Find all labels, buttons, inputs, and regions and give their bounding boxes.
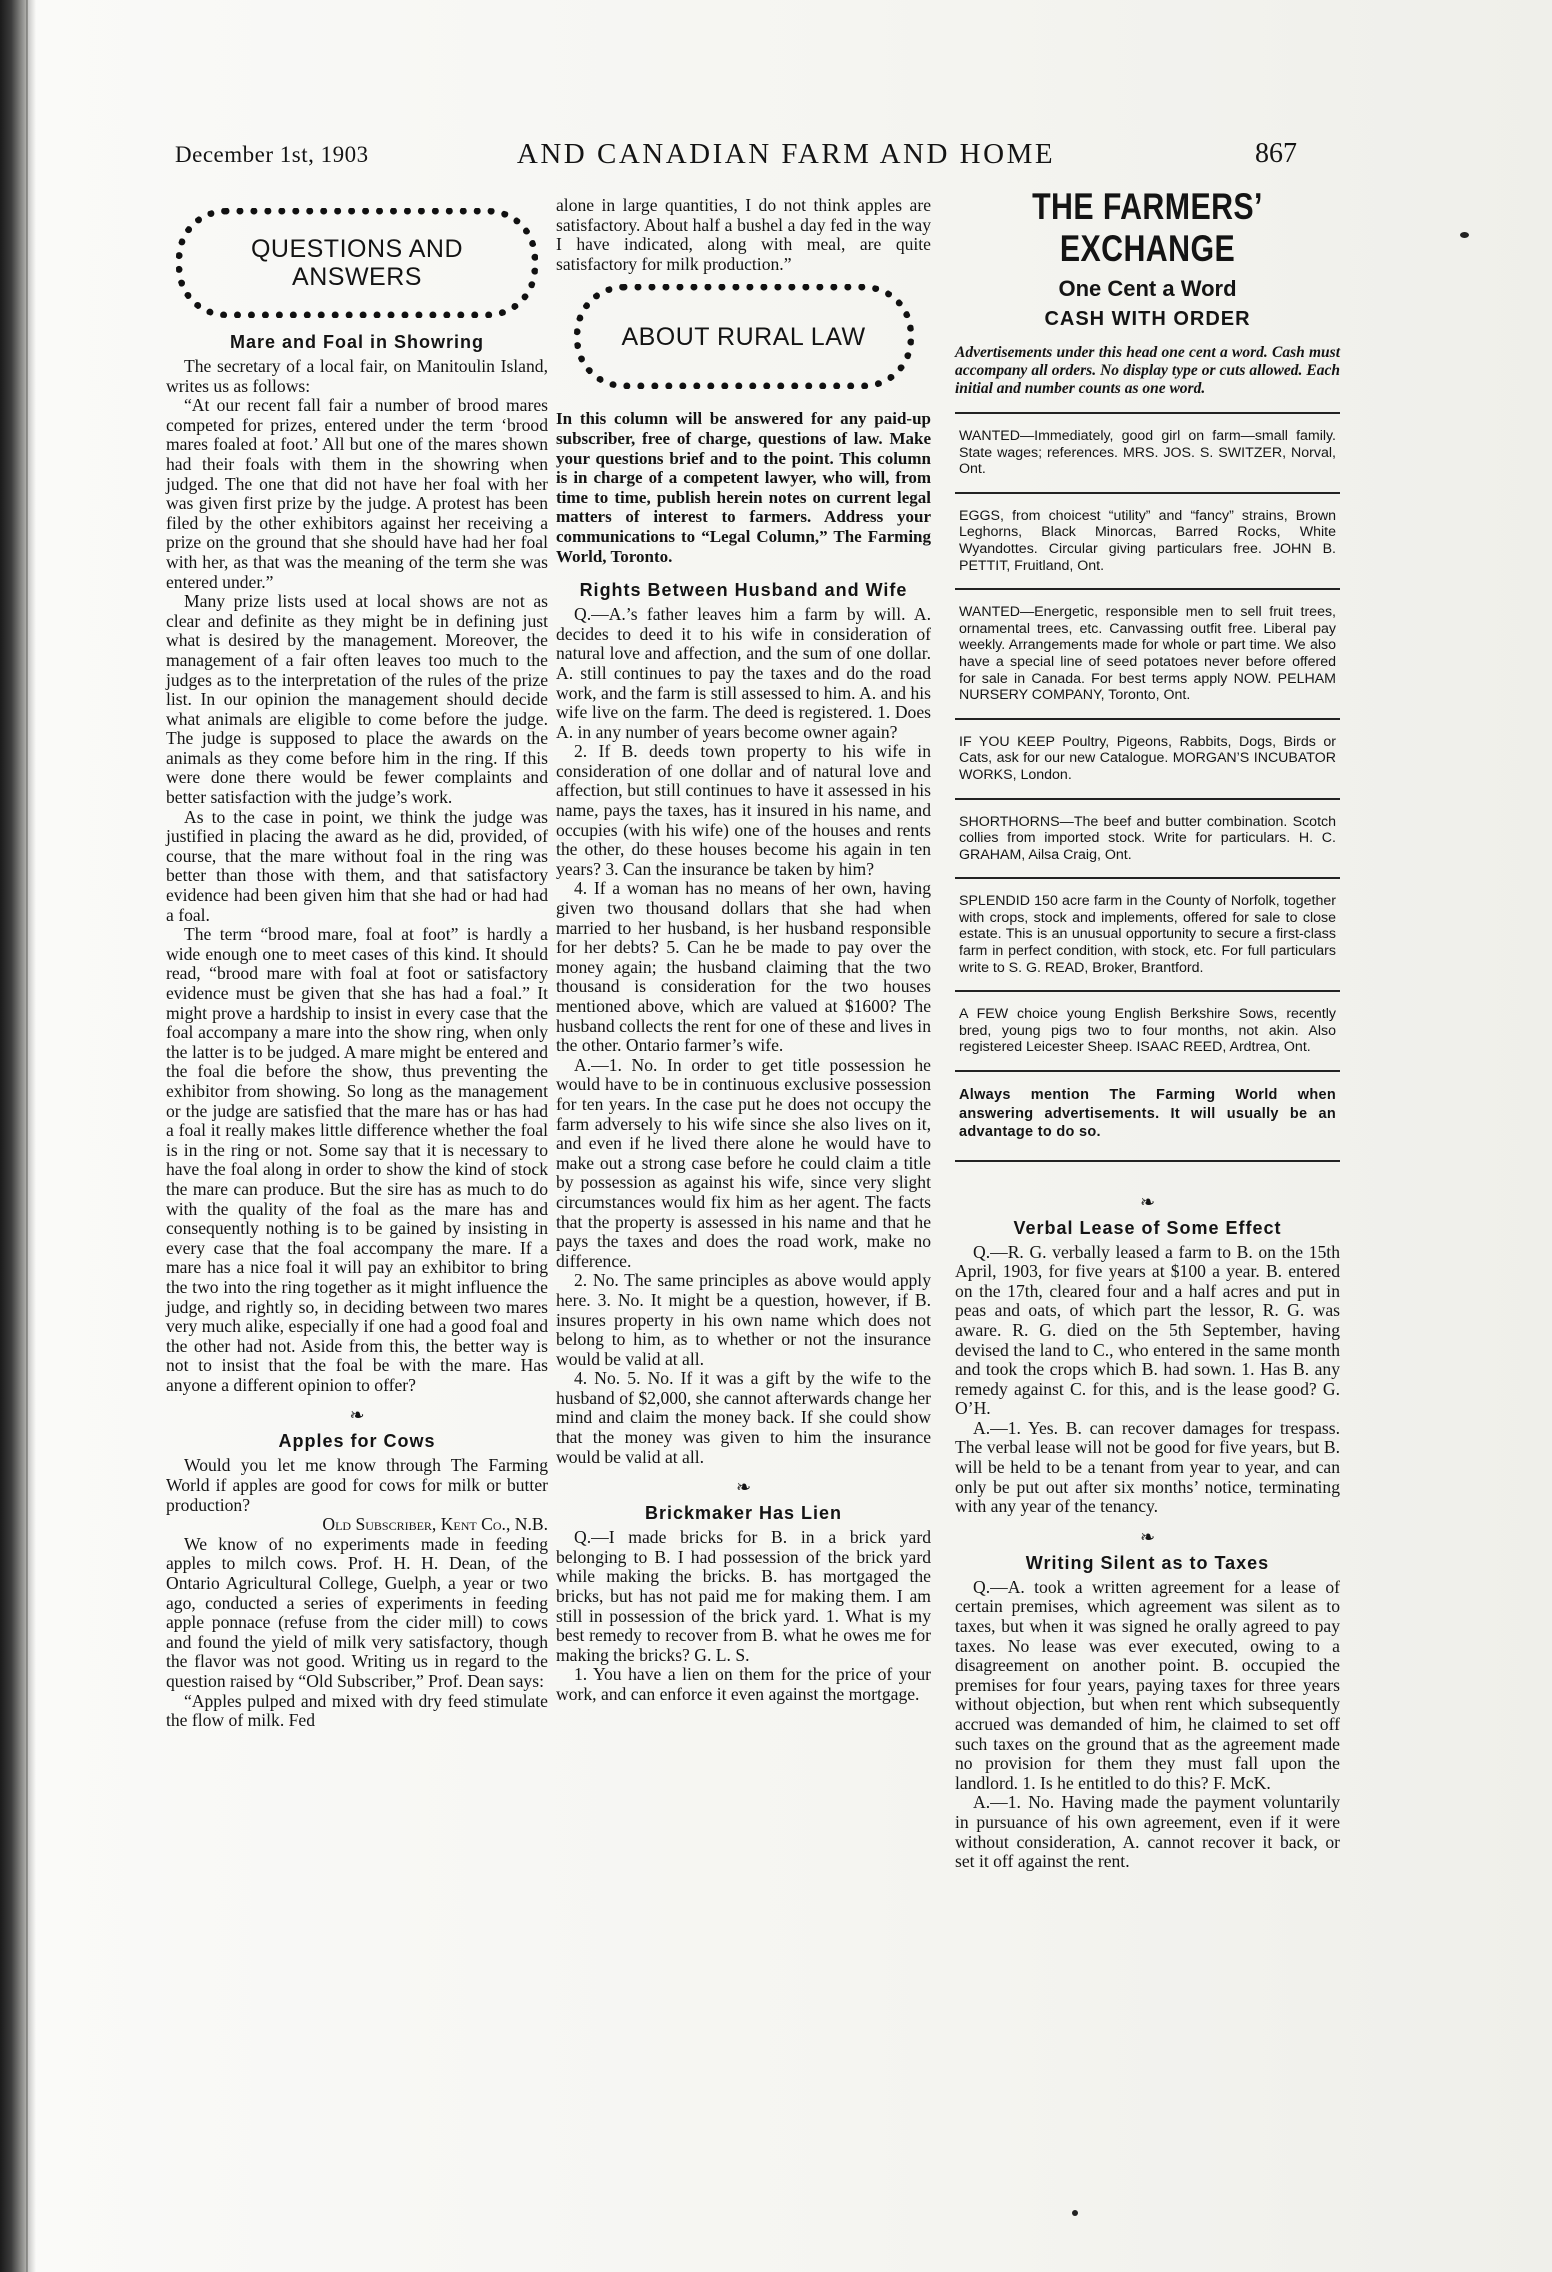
page-fold-shadow [26, 0, 36, 2272]
classified-ad: SPLENDID 150 acre farm in the County of Norfolk, together with crops, stock and implements, offered for sale to close estate. This is an unusual opportunity to secure a first-class farm in perfect condition, with stock, etc. For full particulars write to S. G. READ, Broker, Brantford. [955, 877, 1340, 990]
header-page-number: 867 [1255, 138, 1297, 169]
article-paragraph: Q.—I made bricks for B. in a brick yard belonging to B. I had possession of the brick yard while making the bricks. B. has mortgaged the bricks, but has not paid me for making them. I am still in possession of the brick yard. 1. What is my best remedy to recover from B. what he owes me for making the bricks? G. L. S. [556, 1527, 931, 1665]
article-paragraph: We know of no experiments made in feeding apples to milch cows. Prof. H. H. Dean, of the Ontario Agricultural College, Guelph, a year or two ago, conducted a series of experiments in feeding apple ponnace (refuse from the cider mill) to cows and found the yield of milk very satisfactory, though the flavor was not good. Writing us in regard to the question raised by “Old Subscriber,” Prof. Dean says: [166, 1533, 548, 1691]
column-left [166, 196, 548, 1731]
farmers-exchange-title: THE FARMERS’ EXCHANGE [1032, 186, 1263, 269]
article-paragraph: 4. If a woman has no means of her own, having given two thousand dollars that she had when married to her husband, is her husband responsible for her debts? 5. Can he be made to pay over the money again; the husband claiming that the two thousand is consideration for the two houses mentioned above, which are valued at $1600? The husband collects the rent for one of these and lives in the other. Ontario farmer’s wife. [556, 878, 931, 1056]
article-paragraph: The secretary of a local fair, on Manitoulin Island, writes us as follows: [166, 356, 548, 396]
article-paragraph: 1. You have a lien on them for the price of your work, and can enforce it even against the mortgage. [556, 1664, 931, 1704]
rural-law-banner [574, 284, 914, 389]
taxes-heading: Writing Silent as to Taxes [1025, 1552, 1270, 1573]
legal-column-notice: In this column will be answered for any paid-up subscriber, free of charge, questions of law. Make your questions brief and to the point. This column is in charge of a competent lawyer, who will, from time to time, publish herein notes on current legal matters of interest to farmers. Address your communications to “Legal Column,” The Farming World, Toronto. [556, 409, 931, 566]
article-paragraph: Q.—A.’s father leaves him a farm by will. A. decides to deed it to his wife in consideration of natural love and affection, and the sum of one dollar. A. still continues to pay the taxes and do the road work, and the farm is still assessed to him. A. and his wife live on the farm. The deed is registered. 1. Does A. in any number of years become owner again? [556, 604, 931, 742]
mare-foal-heading: Mare and Foal in Showring [229, 332, 485, 352]
article-paragraph: Many prize lists used at local shows are not as clear and definite as they might be in defining just what is desired by the management. Moreover, the management of a fair often leaves too much to the judges as to the interpretation of the rules of the prize list. In our opinion the management should decide what animals are eligible to come before the judge. The judge is supposed to place the awards on the animals as they come before him in the ring. If this were done there would be fewer complaints and better satisfaction with the judge’s work. [166, 591, 548, 808]
verbal-lease-heading: Verbal Lease of Some Effect [1013, 1217, 1282, 1238]
article-paragraph: A.—1. Yes. B. can recover damages for trespass. The verbal lease will not be good for five years, but B. will be held to be a tenant from year to year, and can only be put out after six months’ notice, terminating with any year of the tenancy. [955, 1417, 1340, 1517]
banner-text: QUESTIONS AND ANSWERS [250, 235, 464, 291]
leaf-ornament-icon: ❧ [1139, 1191, 1156, 1212]
questions-answers-banner [176, 208, 538, 318]
article-paragraph: A.—1. No. In order to get title possession he would have to be in continuous exclusive possession for ten years. In the case put he does not occupy the farm adversely to his wife since she also lives on it, and even if he lived there alone he would have to make out a strong case before he could claim a title by possession as against his wife, since very slight circumstances would fix him as her agent. The facts that the property is assessed in his name and that he pays the taxes and does the road work, make no difference. [556, 1054, 931, 1271]
signature: Old Subscriber, Kent Co., N.B. [322, 1514, 548, 1535]
exchange-rate-line: One Cent a Word [1058, 276, 1237, 301]
classified-ad: IF YOU KEEP Poultry, Pigeons, Rabbits, Dogs, Birds or Cats, ask for our new Catalogue. MORGAN’S INCUBATOR WORKS, London. [955, 718, 1340, 798]
article-paragraph: Q.—A. took a written agreement for a lease of certain premises, which agreement was silent as to taxes, but when it was signed he orally agreed to pay taxes. No lease was ever executed, owing to a disagreement on another point. B. occupied the premises for four years, paying taxes for three years without objection, but when rent which subsequently accrued was demanded of him, he claimed to set off such taxes on the ground that as the agreement made no provision for them they must fall upon the landlord. 1. Is he entitled to do this? F. McK. [955, 1576, 1340, 1793]
classified-ad: WANTED—Energetic, responsible men to sell fruit trees, ornamental trees, etc. Canvassing outfit free. Liberal pay weekly. Arrangements made for whole or part time. We also have a special line of seed potatoes never before offered for sale in Canada. For best terms apply NOW. PELHAM NURSERY COMPANY, Toronto, Ont. [955, 588, 1340, 718]
ink-speck [1072, 2210, 1078, 2216]
article-paragraph: A.—1. No. Having made the payment voluntarily in pursuance of his own agreement, even if it were without consideration, A. cannot recover it back, or set it off against the rent. [955, 1792, 1340, 1872]
leaf-ornament-icon: ❧ [349, 1405, 365, 1426]
header-title: AND CANADIAN FARM AND HOME [516, 138, 1056, 170]
article-paragraph: 2. If B. deeds town property to his wife in consideration of one dollar and of natural love and affection, but still continues to have it assessed in his name, pays the taxes, has it insured in his name, and occupies (with his wife) one of the houses and rents the other, do these houses become his again in ten years? 3. Can the insurance be taken by him? [556, 741, 931, 879]
article-paragraph: alone in large quantities, I do not think apples are satisfactory. About half a bushel a day fed in the way I have indicated, along with meal, are quite satisfactory for milk production.” [556, 195, 931, 274]
page-header [0, 138, 1552, 178]
rights-heading: Rights Between Husband and Wife [579, 580, 908, 601]
article-paragraph: “Apples pulped and mixed with dry feed stimulate the flow of milk. Fed [166, 1690, 548, 1731]
article-paragraph: The term “brood mare, foal at foot” is hardly a wide enough one to meet cases of this kind. It should read, “brood mare with foal at foot or satisfactory evidence must be given that she has had a foal.” It might prove a hardship to insist in every case that the foal accompany a mare into the show ring, when only the latter is to be judged. A mare might be entered and the foal die before the show, thus preventing the exhibitor from showing. So long as the management or the judge are satisfied that the mare has or has had a foal it really makes little difference whether the foal is in the ring or not. Some say that it is necessary to have the foal along in order to show the kind of stock the mare can produce. But the sire has as much to do with the quality of the foal as the mare has and consequently nothing is to be gained by insisting in every case that the foal accompany the mare. If a mare has a nice foal it will pay an exhibitor to bring the two into the ring together as it might influence the judge, and rightly so, in deciding between two mares very much alike, especially if one had a good foal and the other had not. Aside from this, the better way is not to insist that the foal be with the mare. Has anyone a different opinion to offer? [166, 924, 548, 1395]
article-paragraph: Would you let me know through The Farming World if apples are good for cows for milk or butter production? [166, 1455, 548, 1515]
binding-edge [0, 0, 28, 2272]
classified-ad: WANTED—Immediately, good girl on farm—small family. State wages; references. MRS. JOS. S. SWITZER, Norval, Ont. [955, 412, 1340, 492]
banner-text: ABOUT RURAL LAW [621, 322, 866, 351]
column-middle [556, 196, 931, 1705]
apples-heading: Apples for Cows [278, 1431, 436, 1452]
article-paragraph: 2. No. The same principles as above would apply here. 3. No. It might be a question, however, if B. insures property in his own name which does not belong to him, as to whether or not the insurance would be valid at all. [556, 1270, 931, 1369]
exchange-cash-line: CASH WITH ORDER [1044, 308, 1251, 330]
article-paragraph: As to the case in point, we think the judge was justified in placing the award as he did, provided, of course, that the mare without foal in the ring was better than those with them, and that satisfactory evidence had been given him that she had or had had a foal. [166, 806, 548, 925]
column-right [955, 180, 1340, 1872]
ink-speck [1460, 232, 1469, 238]
article-paragraph: “At our recent fall fair a number of brood mares competed for prizes, entered under the term ‘brood mares foaled at foot.’ All but one of the mares shown had their foals with them in the showring when judged. The one that did not have her foal with her was given first prize by the judge. A protest has been filed by the other exhibitors against her receiving a prize on the ground that she should have had her foal with her, as that was the meaning of the term she was entered under.” [166, 395, 548, 592]
classified-ad: A FEW choice young English Berkshire Sows, recently bred, young pigs two to four months, not akin. Also registered Leicester Sheep. ISAAC REED, Ardtrea, Ont. [955, 990, 1340, 1070]
exchange-terms-note: Advertisements under this head one cent a word. Cash must accompany all orders. No display type or cuts allowed. Each initial and number counts as one word. [955, 344, 1340, 397]
leaf-ornament-icon: ❧ [735, 1477, 752, 1498]
article-paragraph: 4. No. 5. No. If it was a gift by the wife to the husband of $2,000, she cannot afterwards change her mind and claim the money back. If she could show that the money was given to him the insurance would be valid at all. [556, 1368, 931, 1467]
brickmaker-heading: Brickmaker Has Lien [644, 1503, 843, 1524]
mention-notice: Always mention The Farming World when answering advertisements. It will usually be an advantage to do so. [955, 1070, 1340, 1162]
article-paragraph: Q.—R. G. verbally leased a farm to B. on the 15th April, 1903, for five years at $100 a year. B. entered on the 17th, cleared four and a half acres and put in peas and oats, of which part the lessor, R. G. was aware. R. G. died on the 5th September, having devised the land to C., who entered in the same month and took the crops which B. had sown. 1. Has B. any remedy against C. for this, and is the lease good? G. O’H. [955, 1241, 1340, 1419]
classified-ad: EGGS, from choicest “utility” and “fancy” strains, Brown Leghorns, Black Minorcas, Barred Rocks, White Wyandottes. Circular giving particulars free. JOHN B. PETTIT, Fruitland, Ont. [955, 492, 1340, 588]
header-date: December 1st, 1903 [175, 142, 369, 167]
leaf-ornament-icon: ❧ [1139, 1526, 1156, 1547]
classified-ad: SHORTHORNS—The beef and butter combination. Scotch collies from imported stock. Write for particulars. H. C. GRAHAM, Ailsa Craig, Ont. [955, 798, 1340, 878]
